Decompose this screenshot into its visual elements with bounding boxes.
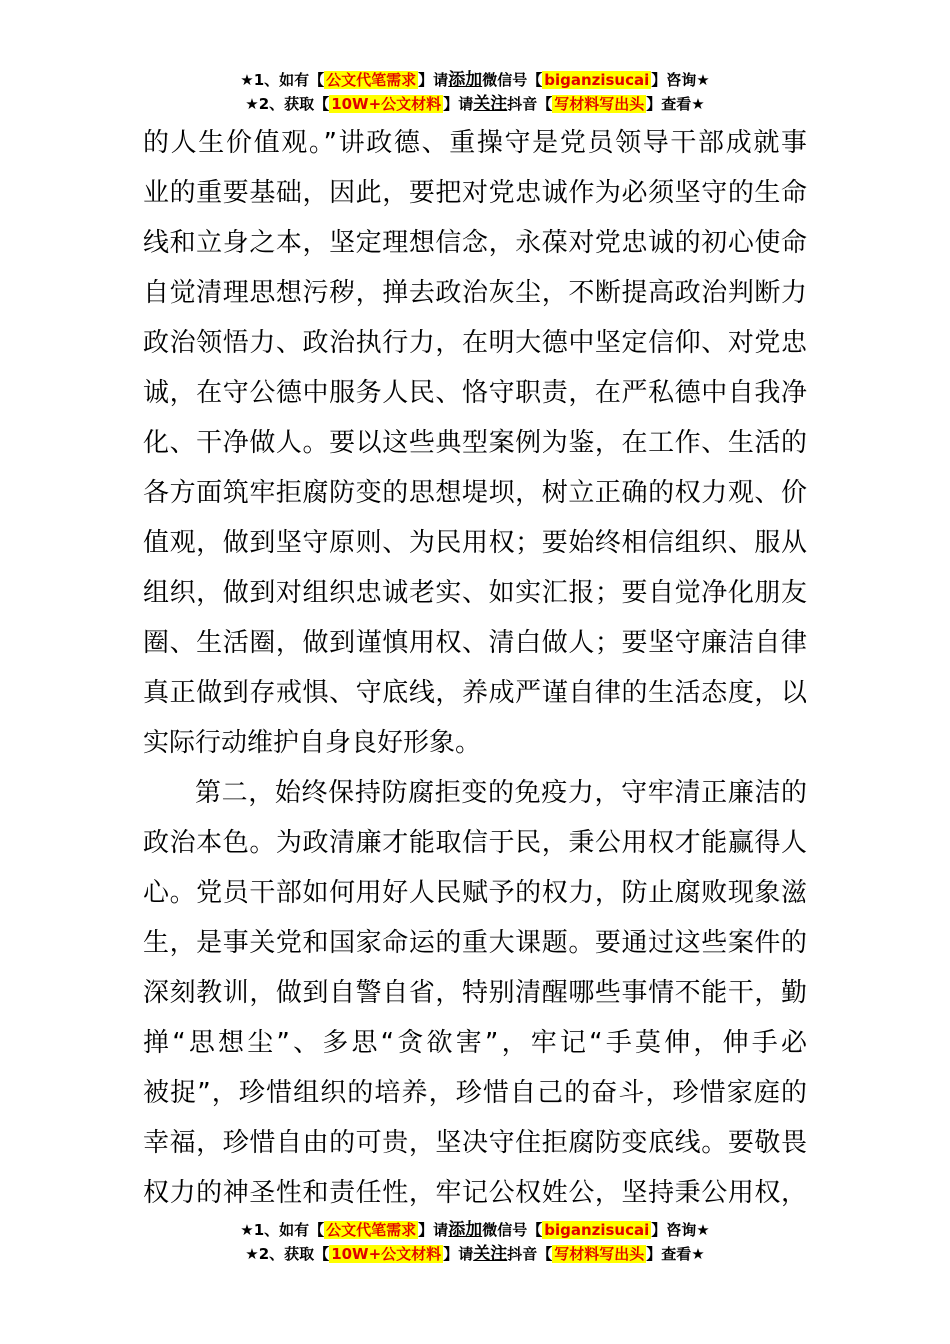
emphasis-text: 添加 xyxy=(448,70,483,90)
text-line: 真正做到存戒惧、守底线，养成严谨自律的生活态度，以 xyxy=(143,678,807,708)
paragraph-end-line: 实际行动维护自身良好形象。 xyxy=(143,728,482,758)
emphasis-text: 关注 xyxy=(473,94,508,114)
highlight-text: 公文代笔需求 xyxy=(326,71,417,89)
text-line: 各方面筑牢拒腐防变的思想堤坝，树立正确的权力观、价 xyxy=(143,478,807,508)
header-banner xyxy=(0,68,950,116)
highlight-text: 10W+公文材料 xyxy=(331,95,442,113)
banner-line-2 xyxy=(0,1242,950,1266)
footer-banner xyxy=(0,1218,950,1266)
text-line: 掸“思想尘”、多思“贪欲害”，牢记“手莫伸，伸手必 xyxy=(143,1028,807,1058)
star-icon: ★ xyxy=(245,1245,259,1263)
banner-text: 】请 xyxy=(443,95,474,113)
banner-text: 抖音【 xyxy=(507,95,553,113)
emphasis-text: 关注 xyxy=(473,1244,508,1264)
text-line: 自觉清理思想污秽，掸去政治灰尘，不断提高政治判断力 xyxy=(143,278,807,308)
banner-text: 微信号【 xyxy=(482,71,543,89)
text-line: 深刻教训，做到自警自省，特别清醒哪些事情不能干，勤 xyxy=(143,978,807,1008)
star-icon: ★ xyxy=(240,71,254,89)
banner-text: 】请 xyxy=(418,71,449,89)
banner-text: 】请 xyxy=(443,1245,474,1263)
banner-text: 】请 xyxy=(418,1221,449,1239)
paragraph-start-line: 第二，始终保持防腐拒变的免疫力，守牢清正廉洁的 xyxy=(195,778,807,808)
banner-line-1 xyxy=(0,1218,950,1242)
emphasis-text: 添加 xyxy=(448,1220,483,1240)
text-line: 幸福，珍惜自由的可贵，坚决守住拒腐防变底线。要敬畏 xyxy=(143,1128,807,1158)
banner-text: 抖音【 xyxy=(507,1245,553,1263)
text-line: 政治领悟力、政治执行力，在明大德中坚定信仰、对党忠 xyxy=(143,328,807,358)
banner-text: 1、如有【 xyxy=(253,1221,325,1239)
text-line: 诚，在守公德中服务人民、恪守职责，在严私德中自我净 xyxy=(143,378,807,408)
star-icon: ★ xyxy=(240,1221,254,1239)
text-line: 政治本色。为政清廉才能取信于民，秉公用权才能赢得人 xyxy=(143,828,807,858)
text-line: 组织，做到对组织忠诚老实、如实汇报；要自觉净化朋友 xyxy=(143,578,807,608)
text-line: 值观，做到坚守原则、为民用权；要始终相信组织、服从 xyxy=(143,528,807,558)
banner-text: 1、如有【 xyxy=(253,71,325,89)
text-line: 生，是事关党和国家命运的重大课题。要通过这些案件的 xyxy=(143,928,807,958)
star-icon: ★ xyxy=(245,95,259,113)
text-line: 的人生价值观。”讲政德、重操守是党员领导干部成就事 xyxy=(143,128,807,158)
banner-text: 微信号【 xyxy=(482,1221,543,1239)
text-line: 业的重要基础，因此，要把对党忠诚作为必须坚守的生命 xyxy=(143,178,807,208)
wechat-id: biganzisucai xyxy=(544,1221,650,1239)
text-line: 权力的神圣性和责任性，牢记公权姓公，坚持秉公用权， xyxy=(143,1178,807,1208)
banner-text: 】查看★ xyxy=(646,1245,705,1263)
document-body xyxy=(143,118,807,1218)
banner-text: 】咨询★ xyxy=(651,71,710,89)
douyin-account: 写材料写出头 xyxy=(554,95,645,113)
text-line: 被捉”，珍惜组织的培养，珍惜自己的奋斗，珍惜家庭的 xyxy=(143,1078,807,1108)
douyin-account: 写材料写出头 xyxy=(554,1245,645,1263)
banner-line-2 xyxy=(0,92,950,116)
text-line: 圈、生活圈，做到谨慎用权、清白做人；要坚守廉洁自律 xyxy=(143,628,807,658)
banner-text: 2、获取【 xyxy=(258,95,330,113)
wechat-id: biganzisucai xyxy=(544,71,650,89)
highlight-text: 公文代笔需求 xyxy=(326,1221,417,1239)
banner-text: 】咨询★ xyxy=(651,1221,710,1239)
text-line: 化、干净做人。要以这些典型案例为鉴，在工作、生活的 xyxy=(143,428,807,458)
text-line: 线和立身之本，坚定理想信念，永葆对党忠诚的初心使命 xyxy=(143,228,807,258)
highlight-text: 10W+公文材料 xyxy=(331,1245,442,1263)
banner-text: 】查看★ xyxy=(646,95,705,113)
text-line: 心。党员干部如何用好人民赋予的权力，防止腐败现象滋 xyxy=(143,878,807,908)
banner-line-1 xyxy=(0,68,950,92)
banner-text: 2、获取【 xyxy=(258,1245,330,1263)
